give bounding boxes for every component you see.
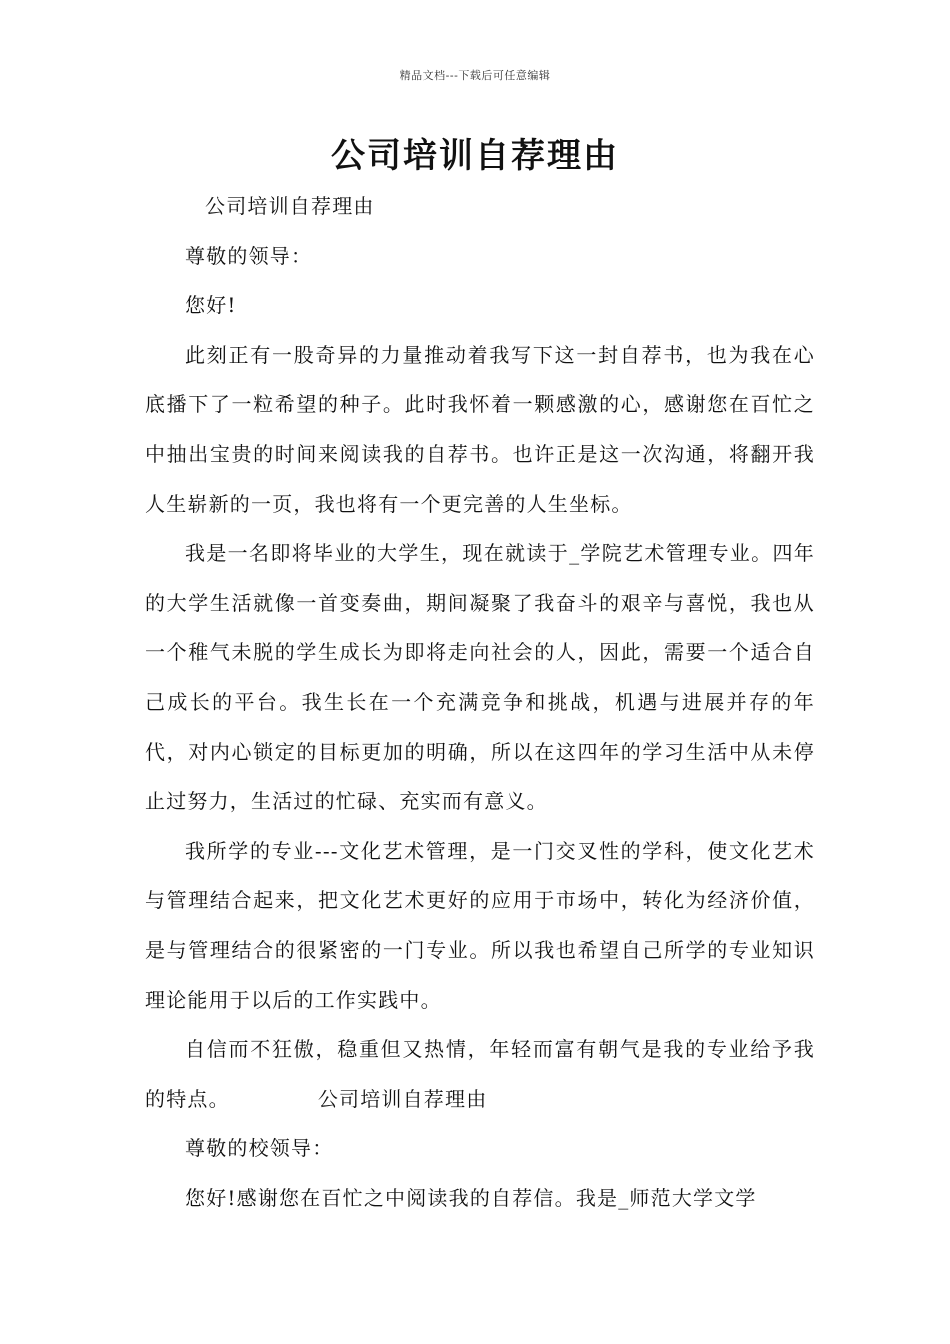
second-greeting: 尊敬的校领导： [185,1136,334,1161]
document-title: 公司培训自荐理由 [331,136,619,176]
paragraph-major: 我所学的专业---文化艺术管理，是一门交叉性的学科，使文化艺术与管理结合起来，把文化艺术更好的应用于市场中，转化为经济价值，是与管理结合的很紧密的一门专业。所以我也希望自己所学的专业知识理论能用于以后的工作实践中。 [145,838,815,1012]
paragraph-intro: 此刻正有一股奇异的力量推动着我写下这一封自荐书，也为我在心底播下了一粒希望的种子。此时我怀着一颗感激的心，感谢您在百忙之中抽出宝贵的时间来阅读我的自荐书。也许正是这一次沟通，将翻开我人生崭新的一页，我也将有一个更完善的人生坐标。 [145,342,815,516]
paragraph-closing [145,1025,815,1124]
second-heading: 公司培训自荐理由 [317,1086,488,1111]
closing-text: 自信而不狂傲，稳重但又热情，年轻而富有朝气是我的专业给予我的特点。 [145,1037,815,1111]
greeting: 尊敬的领导： [185,243,313,268]
document-body [145,182,815,1223]
salutation: 您好! [185,293,237,318]
document-subtitle: 公司培训自荐理由 [205,194,375,218]
second-opening: 您好!感谢您在百忙之中阅读我的自荐信。我是_师范大学文学 [185,1185,757,1210]
header-note: 精品文档---下载后可任意编辑 [399,69,551,82]
paragraph-background: 我是一名即将毕业的大学生，现在就读于_学院艺术管理专业。四年的大学生活就像一首变奏曲，期间凝聚了我奋斗的艰辛与喜悦，我也从一个稚气未脱的学生成长为即将走向社会的人，因此，需要一个适合自己成长的平台。我生长在一个充满竞争和挑战，机遇与进展并存的年代，对内心锁定的目标更加的明确，所以在这四年的学习生活中从未停止过努力，生活过的忙碌、充实而有意义。 [145,541,815,814]
